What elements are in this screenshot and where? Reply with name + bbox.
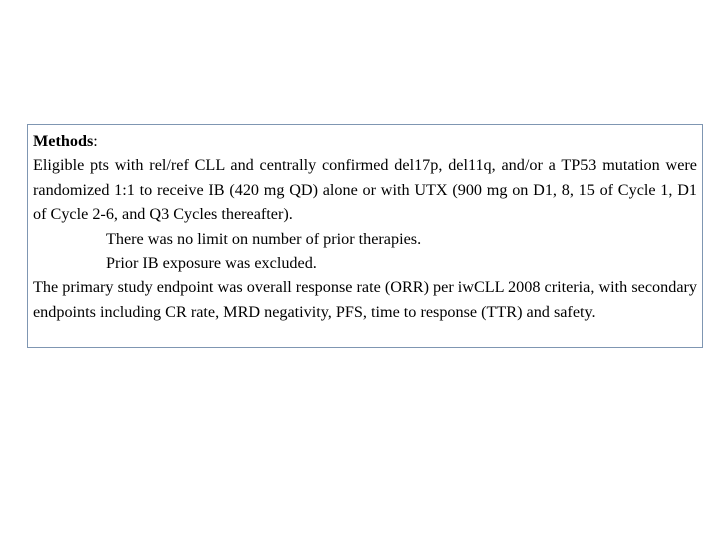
methods-heading-line bbox=[33, 129, 697, 153]
methods-text-box bbox=[27, 124, 703, 348]
prior-therapies-note: There was no limit on number of prior therapies. bbox=[106, 229, 422, 248]
methods-heading: Methods bbox=[33, 132, 94, 150]
endpoints-paragraph: The primary study endpoint was overall response rate (ORR) per iwCLL 2008 criteria, with secondary endpoints including CR rate, MRD negativity, PFS, time to response (TTR) and safety. bbox=[33, 278, 697, 321]
prior-ib-exposure-note: Prior IB exposure was excluded. bbox=[106, 254, 317, 273]
methods-heading-colon: : bbox=[93, 132, 98, 150]
eligibility-paragraph: Eligible pts with rel/ref CLL and centrally confirmed del17p, del11q, and/or a TP53 mutation were randomized 1:1 to receive IB (420 mg QD) alone or with UTX (900 mg on D1, 8, 15 of Cycle 1, D1 of Cycle 2-6, and Q3 Cycles thereafter). bbox=[33, 156, 697, 224]
